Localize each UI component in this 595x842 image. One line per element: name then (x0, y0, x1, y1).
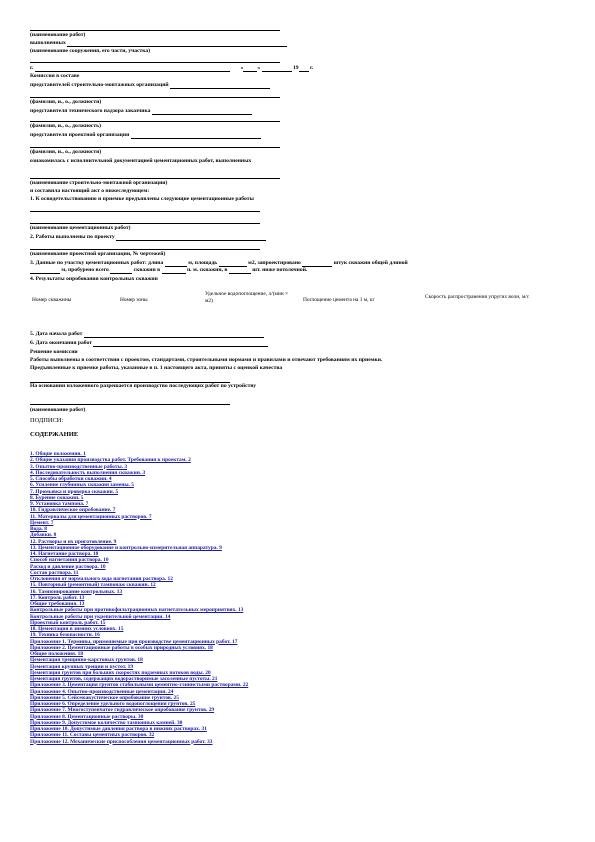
toc-link[interactable]: Способ нагнетания раствора. 10 (30, 557, 109, 564)
item-3-line-1: 3. Данные по участку цементационных работ: длина м, площадь м2, запроектировано штук скважин общей длиной (30, 260, 408, 266)
toc-link[interactable]: 6. Усиление глубинных скважин замены. 5 (30, 482, 134, 489)
toc-link[interactable]: Общие требования. 13 (30, 601, 85, 607)
item-4: 4. Результаты опробования контрольных скважин (30, 276, 158, 282)
toc-link[interactable]: Приложение 1. Термины, применяемые при производстве цементационных работ. 17 (30, 638, 238, 645)
toc-link[interactable]: Приложение 7. Многоступенчатое гидравлическое опробование грунтов. 29 (30, 707, 215, 714)
toc-link[interactable]: Отклонения от нормального хода нагнетания раствора. 12 (30, 576, 173, 582)
toc-link[interactable]: Цементация грунтов, содержащих водорастворимые засоленные пустоты. 21 (30, 676, 218, 682)
project-caption: (наименование проектной организации, № чертежей) (30, 251, 166, 257)
toc-link[interactable]: Приложение 4. Опытно-производственные цементации. 24 (30, 688, 174, 695)
blank-line (30, 404, 230, 405)
toc-link[interactable]: Цементация трещинно-карстовых грунтов. 18 (30, 657, 143, 664)
contents-title: СОДЕРЖАНИЕ (30, 431, 79, 438)
signatures-heading: ПОДПИСИ: (30, 417, 64, 424)
toc-link[interactable]: 18. Цементация в зимних условиях. 15 (30, 626, 124, 632)
toc-link[interactable]: Цемент. 7 (30, 519, 54, 526)
th-wave-speed: Скорость распространения упругих волн, м/с (425, 294, 530, 300)
toc-link[interactable]: 13. Цементационное оборудование и контрольно-измерительная аппаратура. 9 (30, 544, 222, 551)
blank-line (30, 249, 260, 250)
fio-caption-1: (фамилия, и., о., должности) (30, 99, 102, 105)
toc-link[interactable]: Общие положения. 18 (30, 651, 84, 657)
fio-caption-3: (фамилия, и., о., должности) (30, 149, 102, 155)
blank-line (30, 178, 280, 179)
work-names-caption-2: (наименование работ) (30, 407, 86, 413)
toc-link[interactable]: Вода. 8 (30, 526, 47, 532)
toc-link[interactable]: 3. Опытно-производственные работы. 3 (30, 463, 128, 470)
toc-link[interactable]: 19. Техника безопасности. 16 (30, 632, 100, 639)
th-water-absorption: Удельное водопоглощение, л/(мин × м2) (205, 291, 289, 304)
org-caption: (наименование строительно-монтажной организации) (30, 180, 168, 186)
decision-text-2: Предъявленные к приемке работы, указанные в п. 1 настоящего акта, приняты с оценкой качества (30, 365, 283, 371)
toc-link[interactable]: 9. Установка тампона. 7 (30, 501, 89, 507)
th-zone: Номер зоны (120, 297, 148, 303)
toc-link[interactable]: 7. Промывка и проверка скважин. 5 (30, 488, 119, 495)
commission-label: Комиссия в составе (30, 73, 80, 79)
toc-link[interactable]: Приложение 6. Определение удельного водопоглощения грунтов. 25 (30, 701, 196, 707)
toc-link[interactable]: Приложение 9. Допустимое количество тампонных камней. 30 (30, 719, 183, 726)
th-cement-absorption: Поглощение цемента на 1 м, кг (303, 297, 375, 303)
compiled-text: и составила настоящий акт о нижеследующем: (30, 188, 150, 194)
blank-line (30, 211, 260, 212)
blank-line (30, 121, 280, 122)
blank-line (30, 97, 280, 98)
toc-link[interactable]: 16. Тампонирование контрольных. 13 (30, 588, 123, 595)
toc-link[interactable]: Приложение 2. Цементационные работы в особых природных условиях. 18 (30, 644, 213, 651)
toc-link[interactable]: Приложение 3. Цементация грунтов стабильными цементно-глинистыми растворами. 22 (30, 682, 249, 689)
toc-link[interactable]: 1. Общие положения. 1 (30, 451, 86, 457)
work-names-caption: (наименование цементационных работ) (30, 225, 131, 231)
item-1: 1. К освидетельствованию и приемке предъявлены следующие цементационные работы (30, 196, 254, 202)
toc-link[interactable]: 11. Материалы для цементационных растворов. 7 (30, 513, 152, 520)
toc-link[interactable]: Приложение 5. Сейсмоакустическое опробование грунтов. 25 (30, 694, 179, 701)
toc-link[interactable]: 2. Общие указания производства работ. Требования к проектам. 2 (30, 457, 191, 464)
toc-link[interactable]: Добавки. 8 (30, 532, 57, 539)
toc-link[interactable]: Проектный контроль работ. 15 (30, 619, 106, 626)
performed-label: выполненных (30, 40, 287, 47)
toc-link[interactable]: Состав раствора. 11 (30, 569, 79, 576)
toc-link[interactable]: 12. Растворы и их приготовление. 9 (30, 538, 117, 545)
permission-text: На основании изложенного разрешается производство последующих работ по устройству (30, 383, 257, 389)
object-caption: (наименование сооружения, его части, участка) (30, 48, 151, 54)
toc-link[interactable]: Приложение 11. Составы цементных растворов. 32 (30, 732, 155, 739)
work-name-caption: (наименование работ) (30, 32, 86, 38)
th-borehole: Номер скважины (32, 297, 72, 303)
blank-line (30, 223, 260, 224)
toc-link[interactable]: Контрольные работы при противофильтрационных нагнетательных мероприятиях. 13 (30, 607, 244, 614)
rep-construction: представителей строительно-монтажных организаций (30, 82, 270, 89)
toc-link[interactable]: 5. Способы обработки скважин. 4 (30, 476, 112, 482)
table-of-contents (30, 451, 350, 745)
toc-link[interactable]: 17. Контроль работ. 13 (30, 594, 85, 601)
toc-link[interactable]: Цементация крупных трещин и пустот. 19 (30, 663, 134, 670)
blank-line (30, 30, 280, 31)
toc-link[interactable]: Контрольные работы при укрепительной цементации. 14 (30, 613, 171, 620)
item-6: 6. Дата окончания работ (30, 340, 268, 347)
toc-link[interactable]: 8. Бурение скважин. 5 (30, 494, 84, 501)
fio-caption-2: (фамилия, и., о., должность) (30, 123, 101, 129)
reviewed-text: ознакомилась с исполнительной документацией цементационных работ, выполненных (30, 158, 252, 164)
blank-line (30, 147, 280, 148)
toc-link[interactable]: Приложение 10. Допустимые давления раствора в нижних растворах. 31 (30, 726, 207, 732)
decision-text: Работы выполнены в соответствии с проектом, стандартами, строительными нормами и правилами и отвечают требованиям их приемки. (30, 357, 383, 363)
item-2: 2. Работы выполнены по проекту (30, 234, 266, 241)
toc-link[interactable]: Цементация грунтов при больших скоростях подземных потоков воды. 20 (30, 669, 211, 676)
decision-label: Решение комиссии (30, 349, 78, 355)
toc-link[interactable]: 15. Повторный (ремонтный) тампонаж скважин. 12 (30, 582, 156, 589)
toc-link[interactable]: Расход и давление раствора. 10 (30, 563, 106, 570)
rep-customer: представителя технического надзора заказчика (30, 108, 252, 115)
toc-link[interactable]: 4. Последовательность выполнения скважин. 3 (30, 469, 146, 476)
item-5: 5. Дата начала работ (30, 331, 264, 338)
toc-link[interactable]: Приложение 12. Механические приспособления цементационных работ. 33 (30, 738, 213, 745)
rep-design: представителя проектной организации (30, 132, 261, 139)
toc-link[interactable]: 14. Нагнетание раствора. 10 (30, 551, 99, 557)
toc-link[interactable]: Приложение 8. Цементационные растворы. 30 (30, 713, 144, 720)
item-3-line-2: м, пробурено всего скважин в п. м. скважин, в шт. ниже потолочной. (30, 267, 307, 274)
blank-line (30, 62, 280, 63)
toc-link[interactable]: 10. Гидравлическое опробование. 7 (30, 507, 116, 514)
city-date-line: г. « » 19 г. (30, 65, 314, 71)
